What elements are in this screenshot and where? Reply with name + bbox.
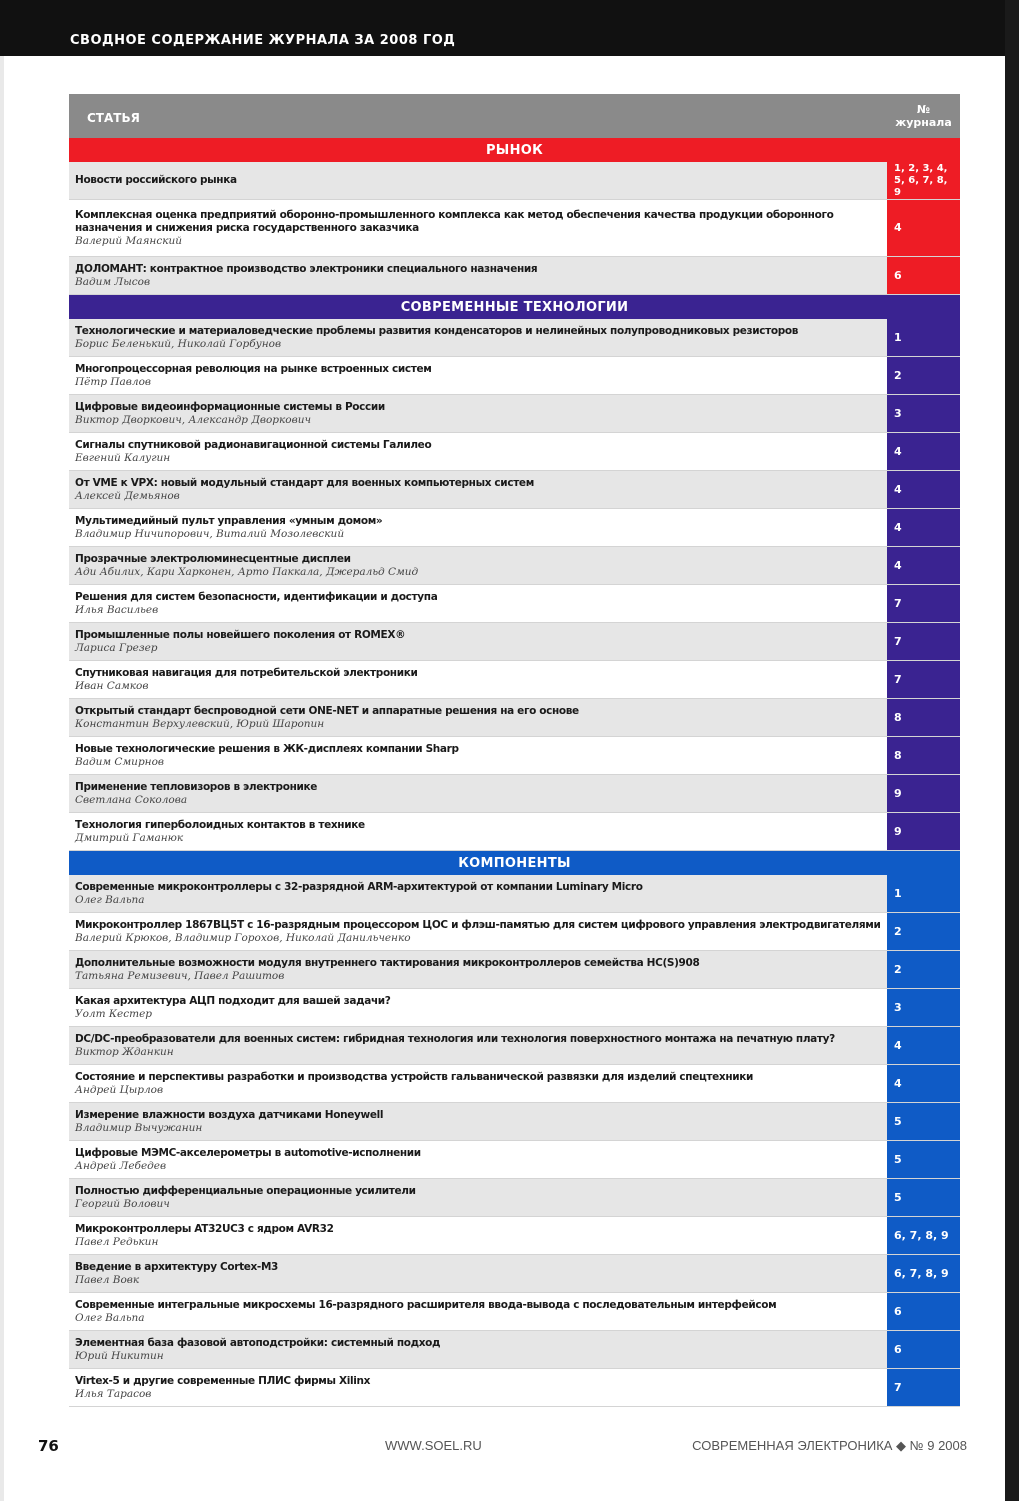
page-footer xyxy=(0,1437,1019,1457)
article-author: Вадим Лысов xyxy=(75,275,151,288)
article-title: ДОЛОМАНТ: контрактное производство электроники специального назначения xyxy=(75,262,538,275)
article-cell xyxy=(69,1065,887,1102)
table-row xyxy=(69,813,960,851)
article-cell xyxy=(69,1103,887,1140)
issue-number: 2 xyxy=(887,951,960,988)
issue-number: 4 xyxy=(887,471,960,508)
article-cell xyxy=(69,319,887,356)
table-row xyxy=(69,623,960,661)
article-title: Многопроцессорная революция на рынке встроенных систем xyxy=(75,362,432,375)
article-author: Иван Самков xyxy=(75,679,149,692)
issue-number: 3 xyxy=(887,395,960,432)
table-row xyxy=(69,951,960,989)
article-cell xyxy=(69,200,887,256)
article-title: Применение тепловизоров в электронике xyxy=(75,780,318,793)
issue-number: 6 xyxy=(887,257,960,294)
article-author: Виктор Дворкович, Александр Дворкович xyxy=(75,413,312,426)
issue-number: 2 xyxy=(887,913,960,950)
section-header-tech: СОВРЕМЕННЫЕ ТЕХНОЛОГИИ xyxy=(69,295,960,319)
article-author: Андрей Цырлов xyxy=(75,1083,164,1096)
article-author: Татьяна Ремизевич, Павел Рашитов xyxy=(75,969,285,982)
table-row xyxy=(69,699,960,737)
issue-number: 5 xyxy=(887,1141,960,1178)
table-row xyxy=(69,162,960,200)
table-row xyxy=(69,775,960,813)
article-author: Дмитрий Гаманюк xyxy=(75,831,184,844)
issue-number: 4 xyxy=(887,509,960,546)
page-title: СВОДНОЕ СОДЕРЖАНИЕ ЖУРНАЛА ЗА 2008 ГОД xyxy=(70,33,456,48)
journal-issue: СОВРЕМЕННАЯ ЭЛЕКТРОНИКА ◆ № 9 2008 xyxy=(692,1438,967,1453)
article-title: Введение в архитектуру Cortex-M3 xyxy=(75,1260,278,1273)
table-row xyxy=(69,1141,960,1179)
table-row xyxy=(69,433,960,471)
table-row xyxy=(69,509,960,547)
article-cell xyxy=(69,623,887,660)
table-row xyxy=(69,1331,960,1369)
article-cell xyxy=(69,1293,887,1330)
issue-number: 6 xyxy=(887,1293,960,1330)
table-row xyxy=(69,585,960,623)
table-row xyxy=(69,1027,960,1065)
issue-number: 3 xyxy=(887,989,960,1026)
page-edge-right xyxy=(1005,0,1019,1501)
article-title: Комплексная оценка предприятий оборонно-промышленного комплекса как метод обеспечения качества продукции оборонного назначения и снижения риска государственного заказчика xyxy=(75,208,834,234)
issue-number: 2 xyxy=(887,357,960,394)
issue-number: 5 xyxy=(887,1179,960,1216)
article-title: Сигналы спутниковой радионавигационной системы Галилео xyxy=(75,438,432,451)
article-title: DC/DC-преобразователи для военных систем: гибридная технология или технология поверхностного монтажа на печатную плату? xyxy=(75,1032,835,1045)
table-row xyxy=(69,989,960,1027)
article-column-header: СТАТЬЯ xyxy=(87,111,140,125)
article-cell xyxy=(69,585,887,622)
table-row xyxy=(69,1103,960,1141)
article-author: Уолт Кестер xyxy=(75,1007,153,1020)
article-title: Технология гиперболоидных контактов в технике xyxy=(75,818,365,831)
article-cell xyxy=(69,699,887,736)
article-cell xyxy=(69,509,887,546)
article-author: Алексей Демьянов xyxy=(75,489,180,502)
article-cell xyxy=(69,1331,887,1368)
section-header-market: РЫНОК xyxy=(69,138,960,162)
article-title: Современные микроконтроллеры с 32-разрядной ARM-архитектурой от компании Luminary Micro xyxy=(75,880,643,893)
page-number: 76 xyxy=(38,1437,59,1455)
issue-number: 1, 2, 3, 4, 5, 6, 7, 8, 9 xyxy=(887,162,960,199)
article-title: Virtex-5 и другие современные ПЛИС фирмы Xilinx xyxy=(75,1374,371,1387)
article-cell xyxy=(69,395,887,432)
article-title: Прозрачные электролюминесцентные дисплеи xyxy=(75,552,351,565)
issue-number: 4 xyxy=(887,200,960,256)
article-cell xyxy=(69,1255,887,1292)
article-title: Новости российского рынка xyxy=(75,174,237,186)
article-title: Цифровые видеоинформационные системы в России xyxy=(75,400,385,413)
article-title: Открытый стандарт беспроводной сети ONE-NET и аппаратные решения на его основе xyxy=(75,704,579,717)
article-cell xyxy=(69,547,887,584)
article-author: Виктор Жданкин xyxy=(75,1045,174,1058)
article-cell xyxy=(69,433,887,470)
article-cell xyxy=(69,775,887,812)
section-header-components: КОМПОНЕНТЫ xyxy=(69,851,960,875)
issue-number: 7 xyxy=(887,585,960,622)
issue-number: 4 xyxy=(887,1027,960,1064)
article-title: Какая архитектура АЦП подходит для вашей задачи? xyxy=(75,994,391,1007)
article-cell xyxy=(69,357,887,394)
article-author: Валерий Маянский xyxy=(75,234,183,247)
article-cell xyxy=(69,989,887,1026)
article-title: Полностью дифференциальные операционные усилители xyxy=(75,1184,416,1197)
article-cell xyxy=(69,737,887,774)
page-edge-left xyxy=(0,56,4,1501)
issue-number: 4 xyxy=(887,433,960,470)
issue-number: 9 xyxy=(887,775,960,812)
top-banner xyxy=(0,0,1019,56)
article-cell xyxy=(69,162,887,199)
article-cell xyxy=(69,875,887,912)
article-title: Элементная база фазовой автоподстройки: системный подход xyxy=(75,1336,441,1349)
table-row xyxy=(69,1293,960,1331)
table-header xyxy=(69,94,960,138)
table-row xyxy=(69,913,960,951)
article-author: Борис Беленький, Николай Горбунов xyxy=(75,337,282,350)
table-row xyxy=(69,875,960,913)
table-row xyxy=(69,737,960,775)
table-row xyxy=(69,1255,960,1293)
article-cell xyxy=(69,1141,887,1178)
article-cell xyxy=(69,1179,887,1216)
table-row xyxy=(69,661,960,699)
article-title: Технологические и материаловедческие проблемы развития конденсаторов и нелинейных полупроводниковых резисторов xyxy=(75,324,799,337)
article-author: Олег Вальпа xyxy=(75,893,145,906)
article-author: Павел Редькин xyxy=(75,1235,159,1248)
article-cell xyxy=(69,1369,887,1406)
contents-table xyxy=(69,94,960,1407)
table-row xyxy=(69,395,960,433)
table-row xyxy=(69,547,960,585)
issue-number: 6, 7, 8, 9 xyxy=(887,1217,960,1254)
issue-number: 4 xyxy=(887,1065,960,1102)
article-author: Лариса Грезер xyxy=(75,641,158,654)
article-cell xyxy=(69,661,887,698)
article-author: Андрей Лебедев xyxy=(75,1159,167,1172)
table-row xyxy=(69,471,960,509)
site-url: WWW.SOEL.RU xyxy=(385,1438,482,1453)
issue-header-line1: № xyxy=(916,103,931,116)
article-cell xyxy=(69,1027,887,1064)
article-author: Георгий Волович xyxy=(75,1197,170,1210)
article-title: От VME к VPX: новый модульный стандарт для военных компьютерных систем xyxy=(75,476,534,489)
article-title: Решения для систем безопасности, идентификации и доступа xyxy=(75,590,438,603)
article-title: Новые технологические решения в ЖК-дисплеях компании Sharp xyxy=(75,742,459,755)
issue-number: 7 xyxy=(887,623,960,660)
article-cell xyxy=(69,813,887,850)
article-author: Валерий Крюков, Владимир Горохов, Николай Данильченко xyxy=(75,931,411,944)
table-row xyxy=(69,319,960,357)
table-row xyxy=(69,200,960,257)
article-title: Состояние и перспективы разработки и производства устройств гальванической развязки для изделий спецтехники xyxy=(75,1070,754,1083)
table-row xyxy=(69,1065,960,1103)
issue-number: 1 xyxy=(887,319,960,356)
article-author: Светлана Соколова xyxy=(75,793,188,806)
issue-number: 9 xyxy=(887,813,960,850)
article-author: Илья Тарасов xyxy=(75,1387,152,1400)
issue-column-header xyxy=(887,94,960,138)
article-cell xyxy=(69,951,887,988)
article-title: Спутниковая навигация для потребительской электроники xyxy=(75,666,418,679)
issue-number: 7 xyxy=(887,661,960,698)
issue-number: 5 xyxy=(887,1103,960,1140)
table-row xyxy=(69,357,960,395)
article-author: Владимир Вычужанин xyxy=(75,1121,203,1134)
article-cell xyxy=(69,257,887,294)
issue-number: 7 xyxy=(887,1369,960,1406)
issue-number: 8 xyxy=(887,737,960,774)
table-row xyxy=(69,257,960,295)
article-title: Микроконтроллер 1867ВЦ5Т с 16-разрядным процессором ЦОС и флэш-памятью для систем цифрового управления электродвигателями xyxy=(75,918,881,931)
issue-number: 4 xyxy=(887,547,960,584)
article-title: Цифровые МЭМС-акселерометры в automotive-исполнении xyxy=(75,1146,421,1159)
issue-header-line2: журнала xyxy=(895,116,952,129)
article-title: Мультимедийный пульт управления «умным домом» xyxy=(75,514,383,527)
article-author: Пётр Павлов xyxy=(75,375,152,388)
issue-number: 6, 7, 8, 9 xyxy=(887,1255,960,1292)
issue-number: 1 xyxy=(887,875,960,912)
article-title: Измерение влажности воздуха датчиками Honeywell xyxy=(75,1108,384,1121)
article-author: Юрий Никитин xyxy=(75,1349,164,1362)
article-author: Олег Вальпа xyxy=(75,1311,145,1324)
article-author: Вадим Смирнов xyxy=(75,755,165,768)
table-row xyxy=(69,1369,960,1407)
article-author: Ади Абилих, Кари Харконен, Арто Паккала, Джеральд Смид xyxy=(75,565,419,578)
article-author: Евгений Калугин xyxy=(75,451,171,464)
article-cell xyxy=(69,471,887,508)
issue-number: 8 xyxy=(887,699,960,736)
article-author: Илья Васильев xyxy=(75,603,159,616)
article-title: Промышленные полы новейшего поколения от ROMEX® xyxy=(75,628,406,641)
table-row xyxy=(69,1179,960,1217)
table-row xyxy=(69,1217,960,1255)
article-author: Павел Вовк xyxy=(75,1273,140,1286)
issue-number: 6 xyxy=(887,1331,960,1368)
article-title: Дополнительные возможности модуля внутреннего тактирования микроконтроллеров семейства HC(S)908 xyxy=(75,956,700,969)
article-author: Владимир Ничипорович, Виталий Мозолевский xyxy=(75,527,345,540)
article-title: Современные интегральные микросхемы 16-разрядного расширителя ввода-вывода с последовательным интерфейсом xyxy=(75,1298,777,1311)
article-cell xyxy=(69,1217,887,1254)
article-cell xyxy=(69,913,887,950)
article-title: Микроконтроллеры AT32UC3 с ядром AVR32 xyxy=(75,1222,334,1235)
article-author: Константин Верхулевский, Юрий Шаропин xyxy=(75,717,325,730)
